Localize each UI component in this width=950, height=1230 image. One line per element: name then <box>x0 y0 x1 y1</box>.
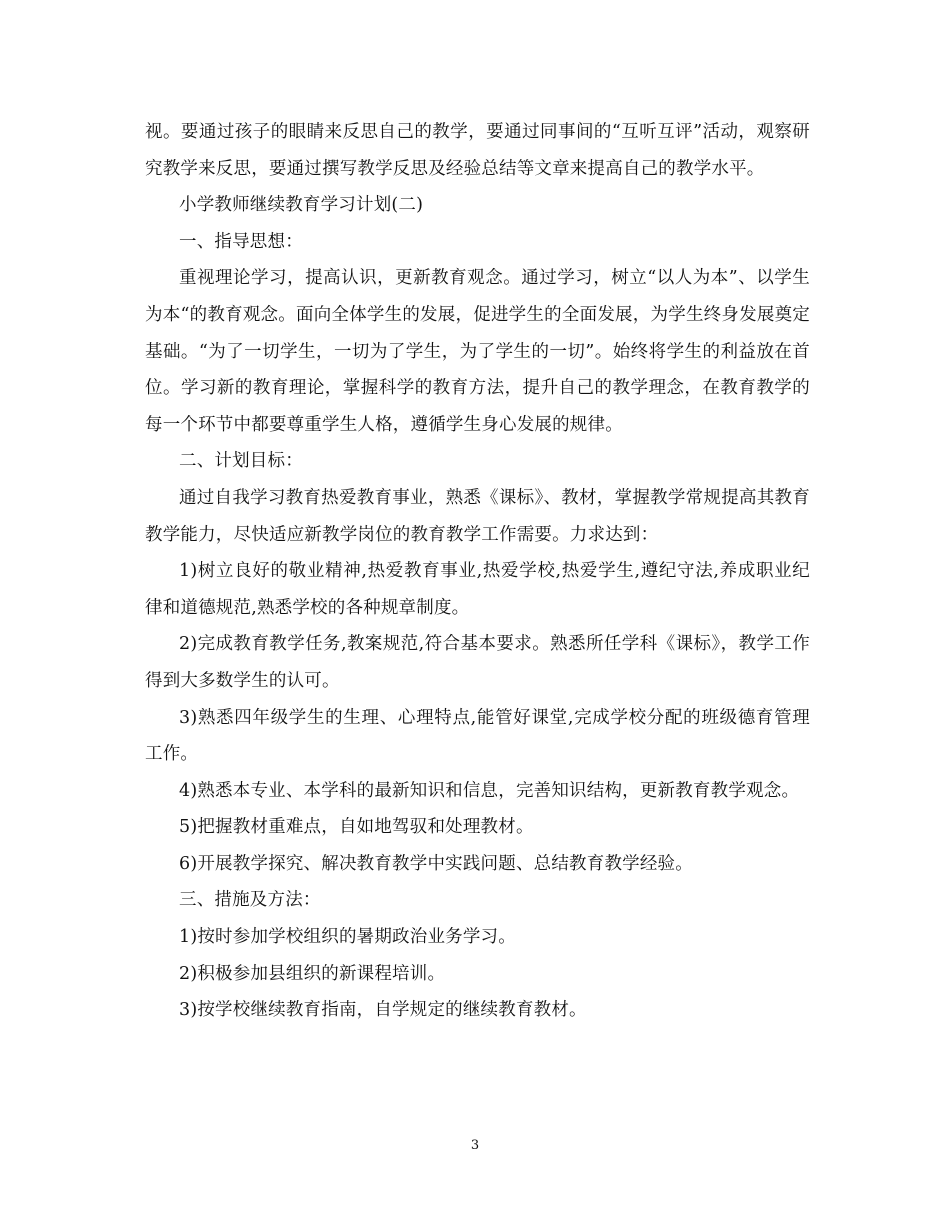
paragraph-continuation: 视。要通过孩子的眼睛来反思自己的教学，要通过同事间的“互听互评”活动，观察研究教学来反思，要通过撰写教学反思及经验总结等文章来提高自己的教学水平。 <box>145 122 810 179</box>
heading-measures: 三、措施及方法： <box>179 890 321 911</box>
goal-item-2: 2)完成教育教学任务,教案规范,符合基本要求。熟悉所任学科《课标》，教学工作得到大多数学生的认可。 <box>145 634 810 691</box>
paragraph-plan-goals: 通过自我学习教育热爱教育事业，熟悉《课标》、教材，掌握教学常规提高其教育教学能力，尽快适应新教学岗位的教育教学工作需要。力求达到： <box>145 487 810 545</box>
page-number: 3 <box>470 1138 480 1153</box>
section-title: 小学教师继续教育学习计划(二) <box>179 195 424 216</box>
goal-item-4: 4)熟悉本专业、本学科的最新知识和信息，完善知识结构，更新教育教学观念。 <box>179 780 800 801</box>
measure-item-2: 2)积极参加县组织的新课程培训。 <box>179 963 446 984</box>
goal-item-6: 6)开展教学探究、解决教育教学中实践问题、总结教育教学经验。 <box>179 853 693 874</box>
document-body <box>145 114 810 1029</box>
measure-item-1: 1)按时参加学校组织的暑期政治业务学习。 <box>179 927 516 948</box>
heading-guiding-ideology: 一、指导思想： <box>179 231 303 252</box>
paragraph-guiding-ideology: 重视理论学习，提高认识，更新教育观念。通过学习，树立“以人为本”、以学生为本“的教育观念。面向全体学生的发展，促进学生的全面发展，为学生终身发展奠定基础。“为了一切学生，一切为了学生，为了学生的一切”。始终将学生的利益放在首位。学习新的教育理论，掌握科学的教育方法，提升自己的教学理念，在教育教学的每一个环节中都要尊重学生人格，遵循学生身心发展的规律。 <box>145 268 810 435</box>
goal-item-5: 5)把握教材重难点，自如地驾驭和处理教材。 <box>179 817 534 838</box>
measure-item-3: 3)按学校继续教育指南，自学规定的继续教育教材。 <box>179 1000 587 1021</box>
goal-item-1: 1)树立良好的敬业精神,热爱教育事业,热爱学校,热爱学生,遵纪守法,养成职业纪律和道德规范,熟悉学校的各种规章制度。 <box>145 561 810 618</box>
goal-item-3: 3)熟悉四年级学生的生理、心理特点,能管好课堂,完成学校分配的班级德育管理工作。 <box>145 707 810 765</box>
heading-plan-goals: 二、计划目标： <box>179 451 303 472</box>
